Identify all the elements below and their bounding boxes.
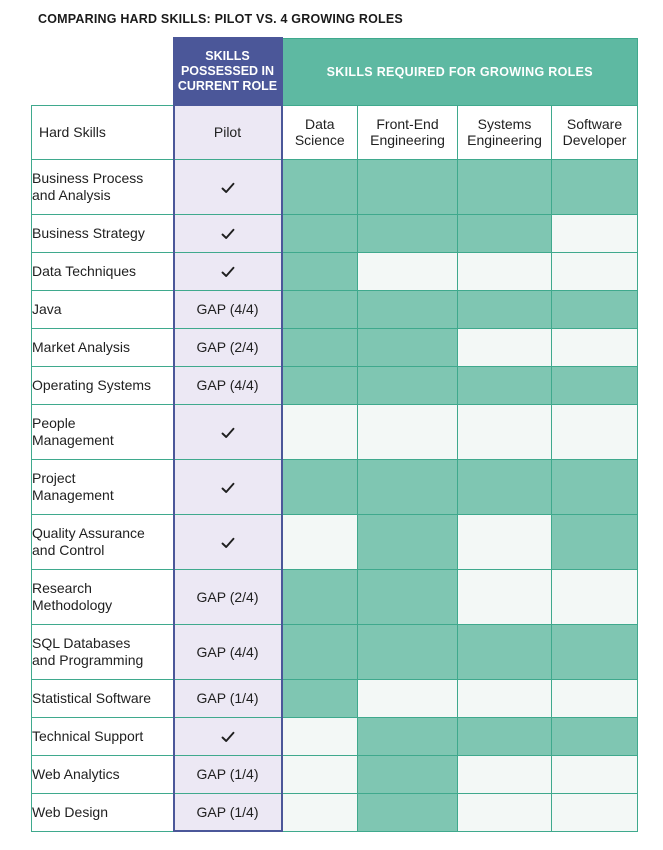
role-skill-not-required-cell bbox=[458, 328, 552, 366]
role-skill-not-required-cell bbox=[552, 679, 638, 717]
header-skills-possessed bbox=[174, 38, 282, 105]
table-row bbox=[32, 366, 638, 404]
skill-name bbox=[32, 366, 174, 404]
skill-name-line: Java bbox=[32, 300, 62, 317]
column-header-role-line: Engineering bbox=[370, 132, 445, 148]
skill-name-line: SQL Databases bbox=[32, 634, 131, 651]
column-header-role bbox=[282, 105, 358, 159]
role-skill-not-required-cell bbox=[552, 755, 638, 793]
skill-name bbox=[32, 514, 174, 569]
pilot-possessed-check bbox=[174, 159, 282, 214]
role-skill-not-required-cell bbox=[282, 755, 358, 793]
role-skill-required-cell bbox=[282, 214, 358, 252]
header-skills-required: SKILLS REQUIRED FOR GROWING ROLES bbox=[282, 38, 638, 105]
role-skill-not-required-cell bbox=[282, 514, 358, 569]
skill-name bbox=[32, 755, 174, 793]
column-header-role-line: Data bbox=[304, 116, 335, 132]
check-icon bbox=[221, 427, 235, 439]
role-skill-required-cell bbox=[282, 328, 358, 366]
column-header-role bbox=[552, 105, 638, 159]
pilot-possessed-check bbox=[174, 214, 282, 252]
role-skill-required-cell bbox=[552, 159, 638, 214]
table-row bbox=[32, 755, 638, 793]
skill-name-line: and Programming bbox=[32, 651, 144, 668]
role-skill-required-cell bbox=[458, 366, 552, 404]
pilot-gap-value: GAP (4/4) bbox=[174, 624, 282, 679]
role-skill-required-cell bbox=[552, 514, 638, 569]
role-skill-required-cell bbox=[282, 159, 358, 214]
role-skill-required-cell bbox=[358, 214, 458, 252]
pilot-possessed-check bbox=[174, 459, 282, 514]
role-skill-required-cell bbox=[552, 624, 638, 679]
table-row bbox=[32, 459, 638, 514]
role-skill-not-required-cell bbox=[552, 404, 638, 459]
pilot-gap-value: GAP (4/4) bbox=[174, 366, 282, 404]
check-icon bbox=[221, 266, 235, 278]
role-skill-not-required-cell bbox=[358, 252, 458, 290]
skill-name-line: Market Analysis bbox=[32, 338, 131, 355]
role-skill-not-required-cell bbox=[552, 328, 638, 366]
role-skill-required-cell bbox=[358, 717, 458, 755]
table-row bbox=[32, 290, 638, 328]
skill-name bbox=[32, 328, 174, 366]
role-skill-required-cell bbox=[552, 717, 638, 755]
pilot-possessed-check bbox=[174, 514, 282, 569]
role-skill-not-required-cell bbox=[552, 569, 638, 624]
skill-name-line: and Control bbox=[32, 541, 105, 558]
role-skill-not-required-cell bbox=[458, 679, 552, 717]
role-skill-required-cell bbox=[458, 159, 552, 214]
role-skill-not-required-cell bbox=[458, 793, 552, 831]
chart-title: COMPARING HARD SKILLS: PILOT VS. 4 GROWING ROLES bbox=[38, 12, 403, 26]
table-row bbox=[32, 252, 638, 290]
role-skill-not-required-cell bbox=[458, 404, 552, 459]
role-skill-not-required-cell bbox=[282, 404, 358, 459]
table-row bbox=[32, 404, 638, 459]
role-skill-required-cell bbox=[458, 717, 552, 755]
role-skill-required-cell bbox=[282, 252, 358, 290]
role-skill-required-cell bbox=[282, 569, 358, 624]
role-skill-required-cell bbox=[552, 366, 638, 404]
table-row bbox=[32, 159, 638, 214]
skill-name-line: and Analysis bbox=[32, 186, 111, 203]
pilot-gap-value: GAP (1/4) bbox=[174, 679, 282, 717]
skill-name-line: Statistical Software bbox=[32, 689, 152, 706]
role-skill-required-cell bbox=[552, 290, 638, 328]
skill-name-line: Project bbox=[32, 469, 76, 486]
skill-name-line: Data Techniques bbox=[32, 262, 137, 279]
column-header-pilot: Pilot bbox=[174, 105, 282, 159]
role-skill-not-required-cell bbox=[358, 679, 458, 717]
role-skill-required-cell bbox=[282, 679, 358, 717]
role-skill-not-required-cell bbox=[552, 793, 638, 831]
skill-name-line: Web Design bbox=[32, 803, 109, 820]
table-row bbox=[32, 569, 638, 624]
pilot-possessed-check bbox=[174, 717, 282, 755]
skill-name-line: Business Process bbox=[32, 169, 144, 186]
column-header-role bbox=[458, 105, 552, 159]
pilot-gap-value: GAP (1/4) bbox=[174, 755, 282, 793]
role-skill-required-cell bbox=[358, 290, 458, 328]
role-skill-required-cell bbox=[358, 569, 458, 624]
skill-name-line: Management bbox=[32, 431, 114, 448]
skill-name-line: Web Analytics bbox=[32, 765, 120, 782]
check-icon bbox=[221, 731, 235, 743]
role-skill-required-cell bbox=[458, 459, 552, 514]
skill-name-line: Operating Systems bbox=[32, 376, 152, 393]
skill-name-line: People bbox=[32, 414, 76, 431]
column-header-role-line: Software bbox=[566, 116, 623, 132]
check-icon bbox=[221, 228, 235, 240]
table-row bbox=[32, 717, 638, 755]
skill-name-line: Business Strategy bbox=[32, 224, 145, 241]
pilot-gap-value: GAP (1/4) bbox=[174, 793, 282, 831]
skill-name bbox=[32, 459, 174, 514]
role-skill-required-cell bbox=[282, 290, 358, 328]
table-row bbox=[32, 793, 638, 831]
role-skill-required-cell bbox=[358, 514, 458, 569]
skill-name-line: Quality Assurance bbox=[32, 524, 145, 541]
role-skill-required-cell bbox=[358, 328, 458, 366]
check-icon bbox=[221, 482, 235, 494]
skill-name bbox=[32, 679, 174, 717]
table-row bbox=[32, 214, 638, 252]
column-header-role-line: Developer bbox=[562, 132, 627, 148]
check-icon bbox=[221, 182, 235, 194]
column-header-role-line: Engineering bbox=[467, 132, 542, 148]
skill-name bbox=[32, 214, 174, 252]
skill-name bbox=[32, 290, 174, 328]
column-header-role-line: Front-End bbox=[376, 116, 439, 132]
skills-comparison-table bbox=[31, 37, 638, 832]
skill-name-line: Technical Support bbox=[32, 727, 144, 744]
role-skill-required-cell bbox=[358, 459, 458, 514]
role-skill-required-cell bbox=[282, 459, 358, 514]
pilot-gap-value: GAP (2/4) bbox=[174, 328, 282, 366]
column-header-role-line: Systems bbox=[477, 116, 532, 132]
role-skill-required-cell bbox=[552, 459, 638, 514]
skill-name bbox=[32, 793, 174, 831]
role-skill-not-required-cell bbox=[282, 717, 358, 755]
skill-name bbox=[32, 252, 174, 290]
role-skill-not-required-cell bbox=[458, 514, 552, 569]
role-skill-required-cell bbox=[282, 624, 358, 679]
role-skill-not-required-cell bbox=[458, 252, 552, 290]
skill-name-line: Management bbox=[32, 486, 114, 503]
role-skill-not-required-cell bbox=[458, 569, 552, 624]
skill-name bbox=[32, 404, 174, 459]
pilot-possessed-check bbox=[174, 404, 282, 459]
role-skill-required-cell bbox=[358, 366, 458, 404]
skill-name-line: Research bbox=[32, 579, 92, 596]
check-icon bbox=[221, 537, 235, 549]
header-possessed-line: CURRENT ROLE bbox=[177, 79, 278, 93]
header-empty-corner bbox=[32, 38, 174, 105]
role-skill-required-cell bbox=[458, 214, 552, 252]
skill-name bbox=[32, 624, 174, 679]
role-skill-required-cell bbox=[358, 159, 458, 214]
role-skill-required-cell bbox=[282, 366, 358, 404]
role-skill-not-required-cell bbox=[458, 755, 552, 793]
role-skill-required-cell bbox=[358, 793, 458, 831]
skill-name bbox=[32, 569, 174, 624]
column-header-hard-skills: Hard Skills bbox=[32, 105, 174, 159]
pilot-gap-value: GAP (2/4) bbox=[174, 569, 282, 624]
table-row bbox=[32, 328, 638, 366]
role-skill-not-required-cell bbox=[282, 793, 358, 831]
skill-name-line: Methodology bbox=[32, 596, 113, 613]
header-possessed-line: SKILLS bbox=[205, 49, 250, 63]
role-skill-required-cell bbox=[458, 290, 552, 328]
header-possessed-line: POSSESSED IN bbox=[180, 64, 275, 78]
skill-name bbox=[32, 159, 174, 214]
table-row bbox=[32, 624, 638, 679]
role-skill-not-required-cell bbox=[358, 404, 458, 459]
table-row bbox=[32, 514, 638, 569]
column-header-role bbox=[358, 105, 458, 159]
role-skill-required-cell bbox=[358, 755, 458, 793]
role-skill-not-required-cell bbox=[552, 252, 638, 290]
pilot-possessed-check bbox=[174, 252, 282, 290]
role-skill-required-cell bbox=[458, 624, 552, 679]
role-skill-required-cell bbox=[358, 624, 458, 679]
pilot-gap-value: GAP (4/4) bbox=[174, 290, 282, 328]
role-skill-not-required-cell bbox=[552, 214, 638, 252]
table-row bbox=[32, 679, 638, 717]
skill-name bbox=[32, 717, 174, 755]
column-header-role-line: Science bbox=[294, 132, 345, 148]
